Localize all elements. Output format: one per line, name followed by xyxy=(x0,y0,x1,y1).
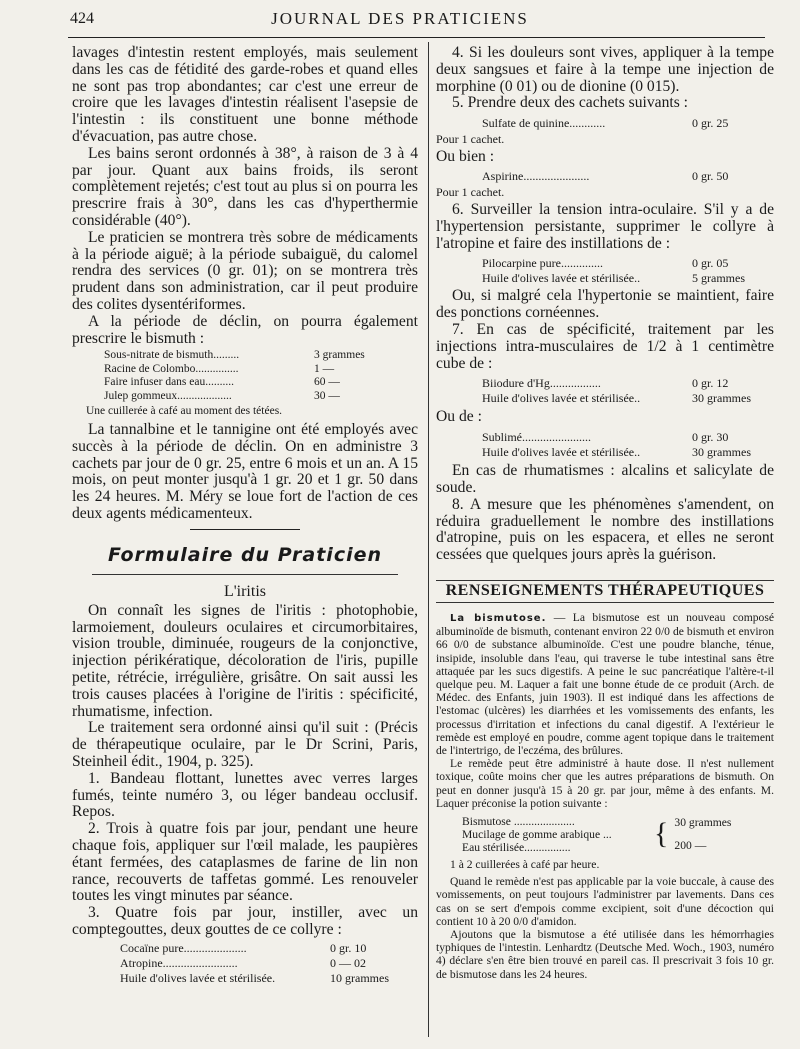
paragraph: Les bains seront ordonnés à 38°, à raison de 3 à 4 par jour. Quant aux bains froids, ils seront complètement rejetés; c'est tout au plus si on pourra les prescrire frais à 30°, dans les cas d'hyperthermie considérable (40°). xyxy=(72,144,418,229)
ingredient-dose: 0 gr. 05 xyxy=(692,256,729,271)
entry-lead: La bismutose. xyxy=(450,612,547,624)
paragraph: 3. Quatre fois par jour, instiller, avec un comptegouttes, deux gouttes de ce collyre : xyxy=(72,904,418,938)
paragraph: 4. Si les douleurs sont vives, appliquer à la tempe deux sangsues et faire à la tempe une injection de morphine (0 01) ou de dionine (0 015). xyxy=(436,44,774,95)
entry-text: — La bismutose est un nouveau composé albuminoïde de bismuth, contenant environ 22 0/0 de bismuth et environ 66 0/0 de substance albuminoïde. C'est une poudre blanche, ténue, insipide, insoluble dans l'eau, qui traverse le tube intestinal sans être attaquée par les sucs digestifs. A peine le suc pancréatique l'altère-t-il quelque peu. M. Laquer a fait une bonne étude de ce produit (Arch. de Médec. des Enfants, juin 1903). Il est indiqué dans les affections de l'estomac (ulcères) les diarrhées et les vomissements des enfants, les processus d'irritation et infections du canal digestif. A l'extérieur le remède est employé en poudre, comme agent topique dans le traitement de l'intertrigo, de l'eczéma, des brûlures. xyxy=(436,610,774,757)
column-divider xyxy=(428,42,429,1037)
formula-row xyxy=(120,941,418,956)
formula-row xyxy=(120,971,418,986)
ingredient-name: Biiodure d'Hg................. xyxy=(482,376,601,391)
formula-row xyxy=(482,445,774,460)
paragraph: 7. En cas de spécificité, traitement par les injections intra-musculaires de 1/2 à 1 centimètre cube de : xyxy=(436,320,774,372)
paragraph: 1. Bandeau flottant, lunettes avec verres larges fumés, teinte numéro 3, ou léger bandeau occlusif. Repos. xyxy=(72,769,418,821)
formula-quinine xyxy=(482,116,774,131)
paragraph: 5. Prendre deux des cachets suivants : xyxy=(452,94,689,112)
formula-sublime xyxy=(482,430,774,460)
formula-biiodure xyxy=(482,376,774,406)
potion-doses xyxy=(674,816,731,852)
formula-aspirine xyxy=(482,169,774,184)
formula-row xyxy=(482,256,774,271)
paragraph: Ou bien : xyxy=(436,148,495,166)
ingredient-name: Julep gommeux................... xyxy=(104,389,232,402)
potion-ingredients xyxy=(462,815,648,854)
paragraph: Le traitement sera ordonné ainsi qu'il suit : (Précis de thérapeutique oculaire, par le Dr Scrini, Paris, Steinheil édit., 1904, p. 325). xyxy=(72,719,418,770)
ingredient-name: Bismutose ..................... xyxy=(462,814,575,828)
formula-note: Pour 1 cachet. xyxy=(436,132,505,147)
ingredient-dose: 1 — xyxy=(314,362,335,375)
formula-row xyxy=(482,271,774,286)
ingredient-name: Faire infuser dans eau.......... xyxy=(104,376,234,389)
ingredient-name: Huile d'olives lavée et stérilisée.. xyxy=(482,271,641,286)
ingredient-name: Sous-nitrate de bismuth......... xyxy=(104,349,240,362)
formula-note: Une cuillerée à café au moment des tétées. xyxy=(86,404,283,417)
potion-formula xyxy=(462,815,774,854)
ingredient-name: Huile d'olives lavée et stérilisée. xyxy=(120,970,276,985)
formula-row xyxy=(104,363,418,376)
formula-row xyxy=(482,169,774,184)
formula-bismuth xyxy=(104,349,418,403)
ingredient-name: Huile d'olives lavée et stérilisée.. xyxy=(482,391,641,406)
journal-title: JOURNAL DES PRATICIENS xyxy=(271,9,529,28)
paragraph: La tannalbine et le tannigine ont été employés avec succès à la période de déclin. On en administre 3 cachets par jour de 0 gr. 25, entre 6 mois et un an. A 15 mois, on peut monter jusqu'à 1 gr. 20 et 1 gr. 50 dans les 24 heures. M. Méry se loue fort de l'action de ces deux agents médicamenteux. xyxy=(72,420,418,522)
ingredient-name: Sublimé....................... xyxy=(482,430,592,445)
paragraph: 6. Surveiller la tension intra-oculaire. S'il y a de l'hypertension persistante, supprimer le collyre à l'atropine et faire des instillations de : xyxy=(436,200,774,252)
ingredient-name: Aspirine...................... xyxy=(482,168,590,183)
paragraph: 8. A mesure que les phénomènes s'amendent, on réduira graduellement le nombre des instillations d'atropine, puis on les espacera, et elles ne seront cessées que quelques jours après la guérison. xyxy=(436,495,774,564)
formula-row xyxy=(482,116,774,131)
small-paragraph: 1 à 2 cuillerées à café par heure. xyxy=(450,857,600,871)
formula-row xyxy=(104,376,418,389)
paragraph: Le praticien se montrera très sobre de médicaments à la période aiguë; à la période subaiguë, du calomel rendra des services (0 gr. 01); on se montrera très prudent dans son administration, car il peut produire des colites dysentériformes. xyxy=(72,228,418,313)
formula-row xyxy=(104,349,418,362)
left-column xyxy=(72,45,418,988)
formula-row xyxy=(482,391,774,406)
banner-rule xyxy=(92,574,398,575)
section-banner: Formulaire du Praticien xyxy=(107,543,383,566)
paragraph: lavages d'intestin restent employés, mais seulement dans les cas de fétidité des garde-robes et quand elles ne sont pas trop abondantes; car c'est une erreur de croire que les lavages d'intestin réalisent l'asepsie de l'intestin : ils constituent une bonne méthode d'évacuation, pas autre chose. xyxy=(72,44,418,145)
paragraph: On connaît les signes de l'iritis : photophobie, larmoiement, douleurs oculaires et circumorbitaires, vision trouble, diminuée, rougeurs de la conjonctive, injection périkératique, décoloration de l'iris, pupille petite, rétrécie, irrégulière, grisâtre. On sait aussi les trois causes placées à l'origine de l'iritis : spécificité, rhumatisme, infection. xyxy=(72,601,418,720)
section-end-rule xyxy=(190,529,300,530)
ingredient-dose: 0 gr. 30 xyxy=(692,430,729,445)
small-paragraph: Quand le remède n'est pas applicable par la voie buccale, à cause des vomissements, on peut toujours l'administrer par lavements. Dans ces cas on se sert d'empois comme excipient, soit d'une décoction qui contient 10 à 20 0/0 d'amidon. xyxy=(436,875,774,928)
section-subtitle: L'iritis xyxy=(224,582,266,600)
small-paragraph: Ajoutons que la bismutose a été utilisée dans les hémorrhagies typhiques de l'intestin. Lenhardtz (Deutsche Med. Woch., 1903, numéro 4) déclare s'en être bien trouvé en pareil cas. Il prescrivait 3 fois 10 gr. de bismutose dans les 24 heures. xyxy=(436,928,774,981)
brace-glyph: { xyxy=(654,817,669,851)
header-rule xyxy=(68,37,765,38)
ingredient-dose: 30 grammes xyxy=(692,445,751,460)
paragraph: En cas de rhumatismes : alcalins et salicylate de soude. xyxy=(436,462,774,496)
ingredient-dose: 60 — xyxy=(314,376,340,389)
formula-row xyxy=(104,390,418,403)
paragraph: 2. Trois à quatre fois par jour, pendant une heure chaque fois, appliquer sur l'œil malade, les paupières étant fermées, des cataplasmes de farine de lin non rance, recouverts de taffetas gommé. Les renouveler toutes les vingt minutes par séance. xyxy=(72,820,418,905)
formula-row xyxy=(120,956,418,971)
formula-pilocarpine xyxy=(482,256,774,286)
formula-note: Pour 1 cachet. xyxy=(436,184,505,199)
page-number: 424 xyxy=(70,10,94,27)
formula-collyre xyxy=(120,941,418,986)
ingredient-dose: 0 gr. 25 xyxy=(692,116,729,131)
small-paragraph: Le remède peut être administré à haute dose. Il n'est nullement toxique, coûte moins cher que les autres préparations de bismuth. On peut en donner jusqu'à 15 à 20 gr. par jour, même à des enfants. M. Laquer préconise la potion suivante : xyxy=(436,757,774,810)
ingredient-name: Mucilage de gomme arabique ... xyxy=(462,827,612,841)
ingredient-name: Sulfate de quinine............ xyxy=(482,116,606,131)
section-title: RENSEIGNEMENTS THÉRAPEUTIQUES xyxy=(436,580,774,603)
ingredient-dose: 10 grammes xyxy=(330,970,389,985)
ingredient-dose: 30 — xyxy=(314,389,340,402)
ingredient-name: Atropine......................... xyxy=(120,955,238,970)
ingredient-dose: 0 gr. 12 xyxy=(692,376,729,391)
ingredient-name: Cocaïne pure..................... xyxy=(120,940,247,955)
ingredient-dose: 30 grammes xyxy=(692,391,751,406)
paragraph: Ou de : xyxy=(436,408,482,426)
small-paragraph xyxy=(436,611,774,757)
ingredient-name: Pilocarpine pure.............. xyxy=(482,256,603,271)
formula-row xyxy=(482,376,774,391)
ingredient-dose: 0 gr. 10 xyxy=(330,940,367,955)
potion-brace-dose: 30 grammes xyxy=(674,816,732,830)
ingredient-dose: 5 grammes xyxy=(692,271,745,286)
ingredient-name: Huile d'olives lavée et stérilisée.. xyxy=(482,445,641,460)
potion-last-dose: 200 — xyxy=(674,839,707,853)
ingredient-dose: 0 gr. 50 xyxy=(692,168,729,183)
formula-row xyxy=(482,430,774,445)
paragraph: A la période de déclin, on pourra également prescrire le bismuth : xyxy=(72,312,418,347)
paragraph: Ou, si malgré cela l'hypertonie se maintient, faire des ponctions cornéennes. xyxy=(436,287,774,322)
ingredient-name: Eau stérilisée................ xyxy=(462,840,571,854)
ingredient-name: Racine de Colombo............... xyxy=(104,362,239,375)
ingredient-dose: 0 — 02 xyxy=(330,955,366,970)
ingredient-dose: 3 grammes xyxy=(314,349,365,362)
right-column xyxy=(436,45,774,981)
